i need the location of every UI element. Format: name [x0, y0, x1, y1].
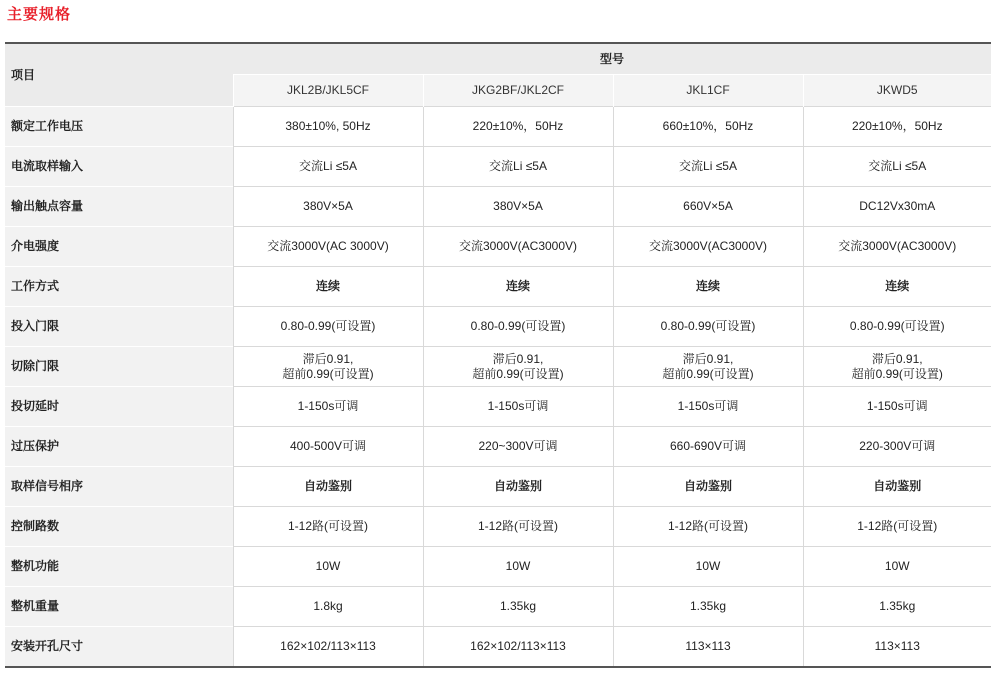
header-model: JKL2B/JKL5CF [233, 75, 423, 107]
header-model: JKWD5 [803, 75, 991, 107]
spec-value: 113×113 [803, 627, 991, 668]
spec-value-line: 超前0.99(可设置) [851, 366, 943, 381]
spec-value: 自动鉴别 [423, 467, 613, 507]
spec-value-line: 滞后0.91, [492, 351, 544, 366]
header-model: JKL1CF [613, 75, 803, 107]
spec-value [613, 347, 803, 387]
spec-value: 1-150s可调 [423, 387, 613, 427]
spec-value: 380V×5A [233, 187, 423, 227]
spec-value-line: 滞后0.91, [682, 351, 734, 366]
table-row [5, 347, 991, 387]
table-row [5, 547, 991, 587]
spec-value: 交流3000V(AC3000V) [803, 227, 991, 267]
header-item-label: 项目 [5, 43, 233, 107]
spec-value [803, 347, 991, 387]
table-row [5, 427, 991, 467]
spec-value: 交流Li ≤5A [613, 147, 803, 187]
section-title: 主要规格 [7, 6, 72, 23]
spec-value: 1-12路(可设置) [233, 507, 423, 547]
spec-value: 10W [613, 547, 803, 587]
spec-value: 交流Li ≤5A [233, 147, 423, 187]
spec-value: 380±10%, 50Hz [233, 107, 423, 147]
spec-value: 0.80-0.99(可设置) [803, 307, 991, 347]
spec-value: 1.8kg [233, 587, 423, 627]
spec-table [5, 42, 991, 668]
spec-value: 1-12路(可设置) [423, 507, 613, 547]
spec-value: 220±10%，50Hz [803, 107, 991, 147]
row-label: 过压保护 [5, 427, 233, 467]
spec-value: 0.80-0.99(可设置) [613, 307, 803, 347]
spec-value-line: 超前0.99(可设置) [472, 366, 564, 381]
header-model: JKG2BF/JKL2CF [423, 75, 613, 107]
spec-value-line: 超前0.99(可设置) [282, 366, 374, 381]
spec-value: 113×113 [613, 627, 803, 668]
spec-value: 1-150s可调 [613, 387, 803, 427]
table-row [5, 507, 991, 547]
row-label: 输出触点容量 [5, 187, 233, 227]
row-label: 投入门限 [5, 307, 233, 347]
spec-value: 10W [233, 547, 423, 587]
spec-value: 10W [803, 547, 991, 587]
table-row [5, 627, 991, 668]
spec-value-line: 超前0.99(可设置) [662, 366, 754, 381]
table-row [5, 307, 991, 347]
spec-value: 380V×5A [423, 187, 613, 227]
table-row [5, 467, 991, 507]
spec-value: 0.80-0.99(可设置) [233, 307, 423, 347]
spec-value: 220-300V可调 [803, 427, 991, 467]
spec-value: 162×102/113×113 [423, 627, 613, 668]
spec-value [423, 347, 613, 387]
spec-value: 400-500V可调 [233, 427, 423, 467]
spec-value: 交流Li ≤5A [423, 147, 613, 187]
spec-value-line: 滞后0.91, [302, 351, 354, 366]
spec-value: 1-150s可调 [233, 387, 423, 427]
row-label: 工作方式 [5, 267, 233, 307]
spec-table-body [5, 107, 991, 668]
row-label: 整机重量 [5, 587, 233, 627]
row-label: 额定工作电压 [5, 107, 233, 147]
spec-value: 220±10%，50Hz [423, 107, 613, 147]
spec-value: DC12Vx30mA [803, 187, 991, 227]
table-row [5, 587, 991, 627]
table-row [5, 187, 991, 227]
spec-value: 连续 [803, 267, 991, 307]
spec-value-line: 滞后0.91, [871, 351, 923, 366]
spec-value: 10W [423, 547, 613, 587]
row-label: 整机功能 [5, 547, 233, 587]
row-label: 控制路数 [5, 507, 233, 547]
row-label: 电流取样输入 [5, 147, 233, 187]
spec-value: 交流3000V(AC 3000V) [233, 227, 423, 267]
row-label: 投切延时 [5, 387, 233, 427]
table-row [5, 387, 991, 427]
spec-value: 连续 [423, 267, 613, 307]
spec-value: 1-150s可调 [803, 387, 991, 427]
spec-value: 自动鉴别 [233, 467, 423, 507]
spec-value: 1.35kg [613, 587, 803, 627]
header-model-group: 型号 [233, 43, 991, 75]
spec-value [233, 347, 423, 387]
table-row [5, 147, 991, 187]
spec-value: 1-12路(可设置) [613, 507, 803, 547]
row-label: 切除门限 [5, 347, 233, 387]
spec-value: 1-12路(可设置) [803, 507, 991, 547]
spec-value: 连续 [233, 267, 423, 307]
spec-value: 交流Li ≤5A [803, 147, 991, 187]
spec-value: 660-690V可调 [613, 427, 803, 467]
spec-value: 自动鉴别 [803, 467, 991, 507]
spec-value: 连续 [613, 267, 803, 307]
spec-value: 1.35kg [423, 587, 613, 627]
row-label: 取样信号相序 [5, 467, 233, 507]
table-row [5, 227, 991, 267]
spec-value: 1.35kg [803, 587, 991, 627]
table-row [5, 107, 991, 147]
spec-value: 162×102/113×113 [233, 627, 423, 668]
spec-value: 220~300V可调 [423, 427, 613, 467]
spec-value: 交流3000V(AC3000V) [613, 227, 803, 267]
spec-value: 交流3000V(AC3000V) [423, 227, 613, 267]
table-row [5, 267, 991, 307]
spec-value: 660V×5A [613, 187, 803, 227]
row-label: 介电强度 [5, 227, 233, 267]
spec-value: 660±10%，50Hz [613, 107, 803, 147]
spec-value: 自动鉴别 [613, 467, 803, 507]
row-label: 安装开孔尺寸 [5, 627, 233, 668]
spec-value: 0.80-0.99(可设置) [423, 307, 613, 347]
